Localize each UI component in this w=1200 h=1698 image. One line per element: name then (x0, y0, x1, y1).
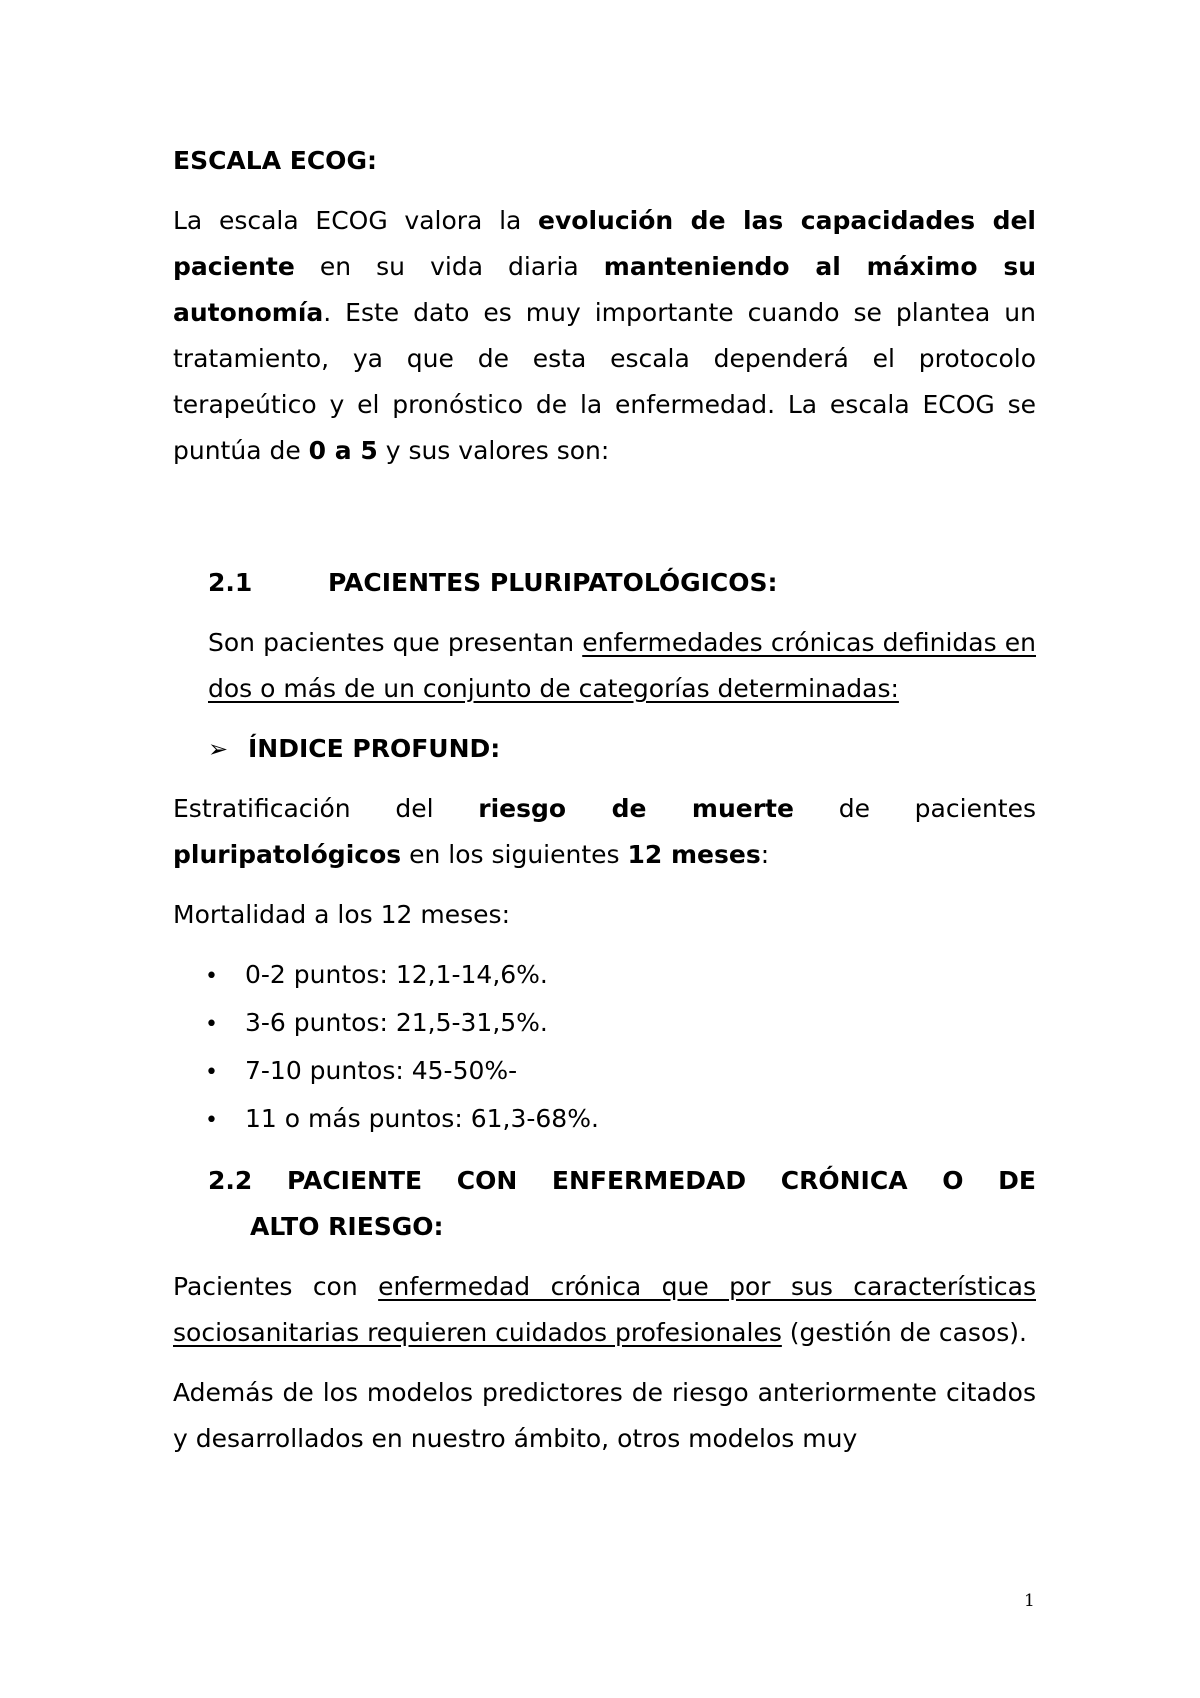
page-number: 1 (1024, 1591, 1035, 1611)
section2-underlined-text: enfermedad crónica que por sus características sociosanitarias requieren cuidados profesionales (173, 1272, 1036, 1347)
indice-bold-1: riesgo de muerte (478, 794, 794, 823)
intro-text-2: en su vida diaria (294, 252, 604, 281)
indice-title: ÍNDICE PROFUND: (248, 734, 501, 763)
indice-text-1: Estratificación del (173, 794, 479, 823)
indice-bold-3: 12 meses (627, 840, 761, 869)
list-item (205, 952, 1036, 1000)
section-title-word: ENFERMEDAD (551, 1166, 747, 1195)
section-heading-2-2 (173, 1158, 1036, 1250)
indice-text-4: : (760, 840, 770, 869)
section-title-word: DE (998, 1166, 1036, 1195)
section-title-line-2: ALTO RIESGO: (250, 1212, 444, 1241)
indice-text-2: de pacientes (793, 794, 1036, 823)
bullet-icon: • (205, 1108, 218, 1133)
indice-paragraph (173, 786, 1036, 878)
section-number: 2.1 (208, 568, 253, 597)
list-item (205, 1048, 1036, 1096)
document-page (173, 138, 1036, 1462)
section-title-word: CON (456, 1166, 518, 1195)
section-title-word: O (942, 1166, 964, 1195)
indice-profund-heading (173, 726, 1036, 772)
intro-bold-2: manteniendo al máximo su autonomía (173, 252, 1036, 327)
bullet-icon: • (205, 964, 218, 989)
section2-text-lead: Pacientes con (173, 1272, 379, 1301)
list-item-text: 3-6 puntos: 21,5-31,5%. (245, 1008, 548, 1037)
section-title-word: PACIENTE (286, 1166, 423, 1195)
intro-bold-3: 0 a 5 (308, 436, 378, 465)
bullet-icon: • (205, 1012, 218, 1037)
section2-paragraph-2: Además de los modelos predictores de riesgo anteriormente citados y desarrollados en nuestro ámbito, otros modelos muy (173, 1378, 1036, 1453)
intro-text-4: y sus valores son: (377, 436, 610, 465)
section-title: PACIENTES PLURIPATOLÓGICOS: (328, 568, 778, 597)
section1-paragraph (173, 620, 1036, 712)
list-item (205, 1096, 1036, 1144)
indice-bold-2: pluripatológicos (173, 840, 402, 869)
intro-text-1: La escala ECOG valora la (173, 206, 539, 235)
section1-underlined-text: enfermedades crónicas definidas en dos o más de un conjunto de categorías determinadas: (208, 628, 1036, 703)
mortality-list (173, 952, 1036, 1144)
list-item-text: 0-2 puntos: 12,1-14,6%. (245, 960, 548, 989)
intro-bold-1: evolución de las capacidades del paciente (173, 206, 1036, 281)
section-number: 2.2 (208, 1166, 253, 1195)
page-title: ESCALA ECOG: (173, 146, 377, 175)
section-title-word: CRÓNICA (780, 1166, 908, 1195)
intro-paragraph (173, 198, 1036, 474)
intro-text-3: . Este dato es muy importante cuando se plantea un tratamiento, ya que de esta escala dependerá el protocolo terapeútico y el pronóstico de la enfermedad. La escala ECOG se puntúa de (173, 298, 1036, 465)
section1-text: Son pacientes que presentan (208, 628, 583, 657)
list-item-text: 11 o más puntos: 61,3-68%. (245, 1104, 599, 1133)
section2-paragraph (173, 1264, 1036, 1356)
section-heading-2-1 (173, 560, 1036, 606)
section2-text-tail: (gestión de casos). (781, 1318, 1027, 1347)
arrow-bullet-icon: ➢ (208, 735, 229, 763)
list-item (205, 1000, 1036, 1048)
bullet-icon: • (205, 1060, 218, 1085)
indice-text-3: en los siguientes (401, 840, 628, 869)
list-item-text: 7-10 puntos: 45-50%- (245, 1056, 518, 1085)
mortality-label: Mortalidad a los 12 meses: (173, 900, 510, 929)
